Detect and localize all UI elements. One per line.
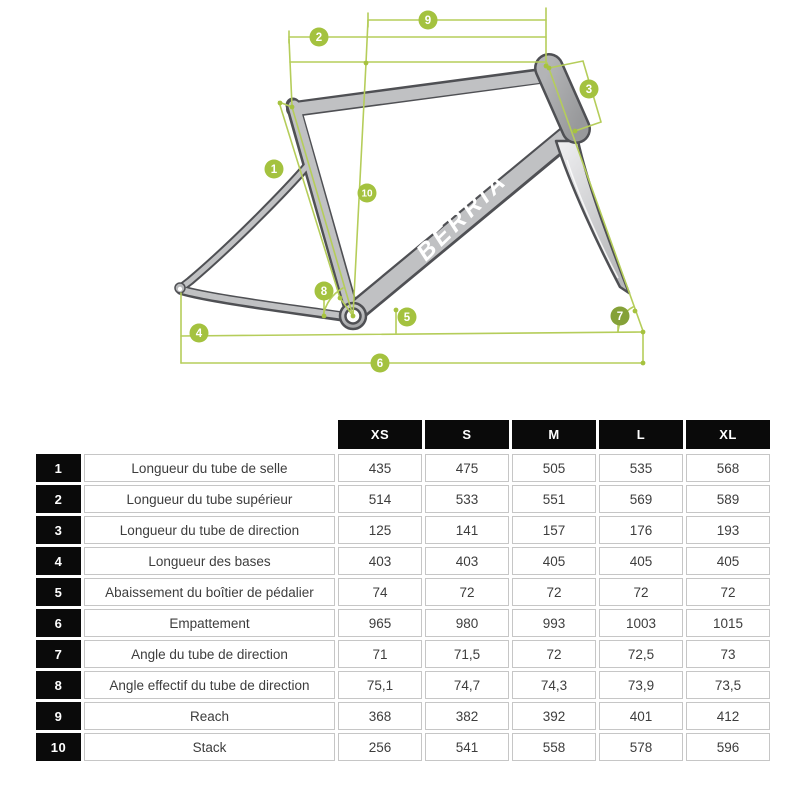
value-s: 74,7	[425, 671, 509, 699]
value-m: 505	[512, 454, 596, 482]
value-s: 72	[425, 578, 509, 606]
callout-3	[580, 80, 599, 99]
value-l: 72	[599, 578, 683, 606]
top-tube	[296, 77, 538, 109]
value-xs: 965	[338, 609, 422, 637]
callout-10	[358, 184, 377, 203]
value-xs: 74	[338, 578, 422, 606]
callout-number: 9	[424, 15, 432, 28]
value-m: 405	[512, 547, 596, 575]
seat-extension-line	[289, 39, 292, 106]
table-row	[36, 485, 770, 513]
head-tube	[549, 68, 576, 129]
row-number: 10	[36, 733, 81, 761]
row-number: 6	[36, 609, 81, 637]
value-xs: 75,1	[338, 671, 422, 699]
value-m: 392	[512, 702, 596, 730]
row-label: Reach	[84, 702, 335, 730]
callout-number: 5	[403, 312, 411, 325]
table-row	[36, 640, 770, 668]
callout-7	[611, 307, 630, 326]
header-size-xl: XL	[686, 420, 770, 449]
row-number: 4	[36, 547, 81, 575]
value-xl: 589	[686, 485, 770, 513]
header-size-m: M	[512, 420, 596, 449]
value-xs: 435	[338, 454, 422, 482]
callout-number: 6	[376, 358, 384, 371]
value-l: 401	[599, 702, 683, 730]
callout-number: 1	[270, 164, 278, 177]
value-l: 1003	[599, 609, 683, 637]
callout-number: 3	[585, 84, 593, 97]
value-m: 157	[512, 516, 596, 544]
callout-number: 8	[320, 286, 328, 299]
geometry-table-body	[36, 454, 770, 761]
row-label: Stack	[84, 733, 335, 761]
value-xl: 568	[686, 454, 770, 482]
fork	[556, 141, 629, 293]
table-row	[36, 454, 770, 482]
value-s: 533	[425, 485, 509, 513]
row-label: Longueur du tube supérieur	[84, 485, 335, 513]
value-l: 578	[599, 733, 683, 761]
header-size-l: L	[599, 420, 683, 449]
callout-6	[371, 354, 390, 373]
callout-4	[190, 324, 209, 343]
value-m: 993	[512, 609, 596, 637]
table-row	[36, 733, 770, 761]
value-xs: 514	[338, 485, 422, 513]
row-number: 1	[36, 454, 81, 482]
table-header-row	[36, 420, 770, 449]
value-xl: 405	[686, 547, 770, 575]
table-row	[36, 702, 770, 730]
value-l: 405	[599, 547, 683, 575]
bike-frame	[175, 68, 629, 329]
value-m: 558	[512, 733, 596, 761]
value-xl: 596	[686, 733, 770, 761]
dim-4-line	[181, 332, 643, 336]
callout-1	[265, 160, 284, 179]
value-s: 475	[425, 454, 509, 482]
value-l: 72,5	[599, 640, 683, 668]
value-s: 382	[425, 702, 509, 730]
value-s: 141	[425, 516, 509, 544]
table-row	[36, 516, 770, 544]
value-l: 73,9	[599, 671, 683, 699]
value-l: 569	[599, 485, 683, 513]
header-spacer-label	[84, 420, 335, 449]
value-l: 535	[599, 454, 683, 482]
callout-number: 4	[195, 328, 203, 341]
table-row	[36, 609, 770, 637]
row-number: 9	[36, 702, 81, 730]
table-row	[36, 578, 770, 606]
value-xl: 193	[686, 516, 770, 544]
value-m: 551	[512, 485, 596, 513]
row-label: Angle du tube de direction	[84, 640, 335, 668]
value-xl: 1015	[686, 609, 770, 637]
value-m: 72	[512, 578, 596, 606]
row-label: Empattement	[84, 609, 335, 637]
value-s: 71,5	[425, 640, 509, 668]
callout-9	[419, 11, 438, 30]
value-xl: 73	[686, 640, 770, 668]
value-xs: 125	[338, 516, 422, 544]
header-size-xs: XS	[338, 420, 422, 449]
callout-5	[398, 308, 417, 327]
value-xl: 72	[686, 578, 770, 606]
value-l: 176	[599, 516, 683, 544]
header-spacer-number	[36, 420, 81, 449]
value-s: 541	[425, 733, 509, 761]
value-s: 403	[425, 547, 509, 575]
callout-2	[310, 28, 329, 47]
callout-number: 2	[315, 32, 323, 45]
brand-logo: BERRIA	[411, 166, 514, 267]
header-size-s: S	[425, 420, 509, 449]
row-label: Longueur des bases	[84, 547, 335, 575]
row-label: Longueur du tube de selle	[84, 454, 335, 482]
value-xs: 256	[338, 733, 422, 761]
value-xs: 71	[338, 640, 422, 668]
value-xl: 73,5	[686, 671, 770, 699]
row-label: Abaissement du boîtier de pédalier	[84, 578, 335, 606]
callout-number: 10	[361, 188, 373, 200]
callout-number: 7	[616, 311, 624, 324]
row-number: 3	[36, 516, 81, 544]
value-m: 72	[512, 640, 596, 668]
value-xl: 412	[686, 702, 770, 730]
row-number: 2	[36, 485, 81, 513]
value-m: 74,3	[512, 671, 596, 699]
value-xs: 403	[338, 547, 422, 575]
row-number: 7	[36, 640, 81, 668]
table-row	[36, 547, 770, 575]
row-number: 8	[36, 671, 81, 699]
row-number: 5	[36, 578, 81, 606]
value-s: 980	[425, 609, 509, 637]
table-row	[36, 671, 770, 699]
value-xs: 368	[338, 702, 422, 730]
callout-8	[315, 282, 334, 301]
row-label: Longueur du tube de direction	[84, 516, 335, 544]
geometry-table	[36, 420, 770, 764]
rear-dropout-hole	[178, 287, 182, 291]
row-label: Angle effectif du tube de direction	[84, 671, 335, 699]
